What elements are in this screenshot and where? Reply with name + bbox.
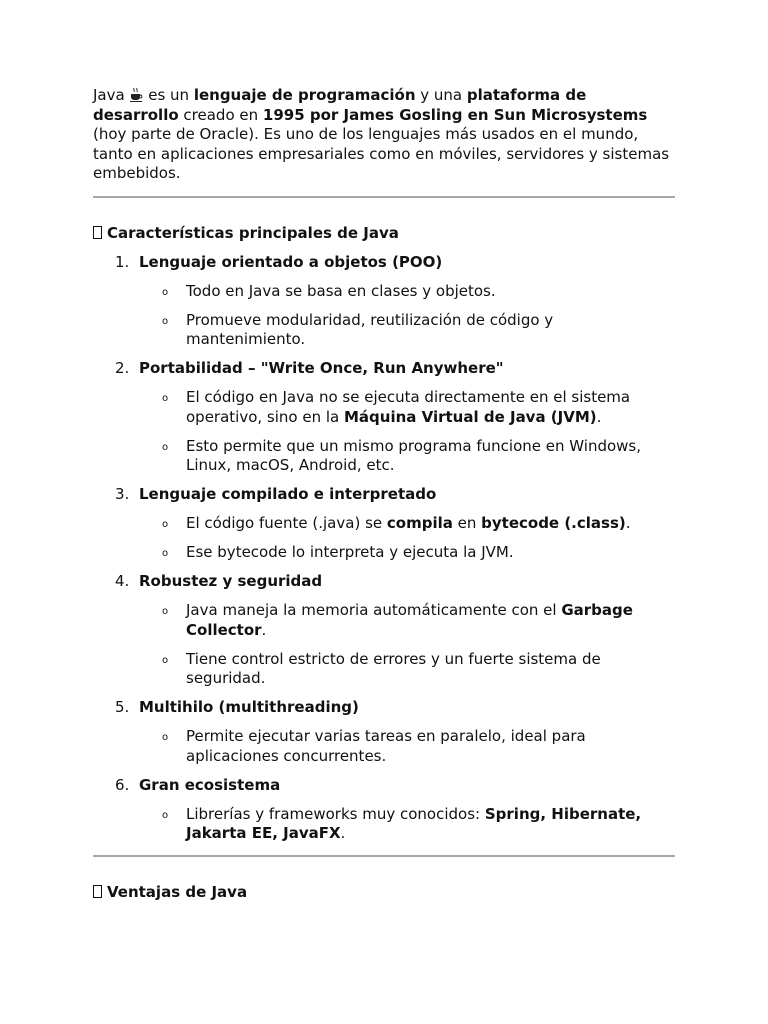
bullet-bold-text: Garbage Collector bbox=[186, 601, 633, 639]
bullet-item bbox=[93, 311, 675, 350]
hollow-bullet-icon: o bbox=[162, 441, 169, 453]
bullet-item bbox=[93, 727, 675, 766]
feature-heading bbox=[93, 698, 675, 718]
features-list bbox=[93, 253, 675, 844]
feature-bullets bbox=[93, 388, 675, 476]
feature-number: 4. bbox=[115, 572, 130, 590]
feature-number: 6. bbox=[115, 775, 130, 794]
feature-heading bbox=[93, 572, 675, 592]
bullet-text: . bbox=[261, 620, 267, 639]
feature-title: Robustez y seguridad bbox=[139, 572, 323, 590]
feature-heading bbox=[93, 485, 675, 505]
advantages-title-text: Ventajas de Java bbox=[107, 882, 248, 901]
feature-bullets bbox=[93, 727, 675, 766]
horizontal-divider bbox=[93, 855, 675, 857]
intro-text-2: es un bbox=[143, 86, 194, 104]
bullet-text: en bbox=[452, 514, 482, 532]
intro-paragraph bbox=[93, 86, 675, 184]
intro-bold-1: lenguaje de programación bbox=[193, 86, 416, 104]
hollow-bullet-icon: o bbox=[162, 732, 169, 743]
bullet-text: . bbox=[596, 407, 602, 426]
bullet-text: El código en Java no se ejecuta directamente en el sistema operativo, sino en la bbox=[186, 388, 631, 426]
feature-number: 3. bbox=[115, 485, 130, 503]
features-title-text: Características principales de Java bbox=[107, 223, 399, 242]
hollow-bullet-icon: o bbox=[162, 654, 169, 666]
feature-number: 2. bbox=[115, 359, 130, 377]
intro-bold-2: plataforma de desarrollo bbox=[93, 86, 587, 124]
intro-text-4: creado en bbox=[178, 105, 263, 124]
bullet-item bbox=[93, 388, 675, 427]
features-section-title bbox=[93, 224, 675, 244]
feature-item bbox=[93, 572, 675, 689]
feature-title: Lenguaje compilado e interpretado bbox=[139, 485, 437, 503]
bullet-bold-text: Máquina Virtual de Java (JVM) bbox=[344, 407, 597, 426]
feature-title: Portabilidad – "Write Once, Run Anywhere" bbox=[139, 359, 504, 377]
bullet-bold-text: compila bbox=[386, 514, 453, 532]
feature-item bbox=[93, 485, 675, 563]
feature-bullets bbox=[93, 514, 675, 563]
bullet-text: Java maneja la memoria automáticamente con el bbox=[186, 601, 562, 619]
feature-item bbox=[93, 359, 675, 476]
hollow-bullet-icon: o bbox=[162, 809, 169, 821]
bullet-text: Ese bytecode lo interpreta y ejecuta la JVM. bbox=[186, 543, 514, 561]
bullet-bold-text: bytecode (.class) bbox=[481, 514, 626, 532]
bullet-item bbox=[93, 805, 675, 844]
bullet-item bbox=[93, 282, 675, 302]
hollow-bullet-icon: o bbox=[162, 286, 169, 298]
intro-text-3: y una bbox=[415, 86, 467, 104]
placeholder-box-icon bbox=[93, 885, 102, 898]
feature-bullets bbox=[93, 282, 675, 350]
bullet-text: . bbox=[625, 514, 631, 532]
advantages-section-title bbox=[93, 883, 675, 903]
bullet-text: . bbox=[340, 824, 346, 842]
feature-item bbox=[93, 776, 675, 844]
feature-title: Lenguaje orientado a objetos (POO) bbox=[139, 252, 443, 271]
document-page bbox=[93, 86, 675, 902]
placeholder-box-icon bbox=[93, 226, 102, 239]
feature-number: 1. bbox=[115, 252, 130, 271]
bullet-bold-text: Spring, Hibernate, Jakarta EE, JavaFX bbox=[186, 804, 642, 842]
feature-heading bbox=[93, 776, 675, 796]
bullet-text: Tiene control estricto de errores y un fuerte sistema de seguridad. bbox=[186, 649, 601, 687]
bullet-item bbox=[93, 437, 675, 476]
feature-title: Gran ecosistema bbox=[139, 775, 281, 794]
feature-item bbox=[93, 698, 675, 766]
intro-text-5: (hoy parte de Oracle). Es uno de los lenguajes más usados en el mundo, tanto en aplicaciones empresariales como en móviles, servidores y sistemas embebidos. bbox=[93, 125, 670, 182]
feature-number: 5. bbox=[115, 698, 130, 716]
hollow-bullet-icon: o bbox=[162, 519, 169, 530]
intro-text-1: Java bbox=[93, 86, 130, 104]
hollow-bullet-icon: o bbox=[162, 606, 169, 617]
feature-item bbox=[93, 253, 675, 350]
hollow-bullet-icon: o bbox=[162, 315, 169, 327]
hollow-bullet-icon: o bbox=[162, 548, 169, 559]
feature-bullets bbox=[93, 805, 675, 844]
bullet-item bbox=[93, 514, 675, 534]
feature-bullets bbox=[93, 601, 675, 689]
coffee-cup-icon bbox=[129, 87, 143, 102]
feature-title: Multihilo (multithreading) bbox=[139, 698, 359, 716]
hollow-bullet-icon: o bbox=[162, 393, 169, 404]
bullet-text: Esto permite que un mismo programa funcione en Windows, Linux, macOS, Android, etc. bbox=[186, 436, 641, 474]
bullet-item bbox=[93, 543, 675, 563]
horizontal-divider bbox=[93, 196, 675, 198]
bullet-text: Librerías y frameworks muy conocidos: bbox=[186, 804, 485, 823]
bullet-text: Promueve modularidad, reutilización de código y mantenimiento. bbox=[186, 310, 554, 348]
feature-heading bbox=[93, 253, 675, 273]
bullet-text: Permite ejecutar varias tareas en paralelo, ideal para aplicaciones concurrentes. bbox=[186, 727, 586, 765]
feature-heading bbox=[93, 359, 675, 379]
bullet-item bbox=[93, 650, 675, 689]
intro-bold-3: 1995 por James Gosling en Sun Microsystems bbox=[262, 105, 648, 124]
bullet-item bbox=[93, 601, 675, 640]
bullet-text: El código fuente (.java) se bbox=[186, 514, 387, 532]
bullet-text: Todo en Java se basa en clases y objetos. bbox=[186, 281, 496, 300]
